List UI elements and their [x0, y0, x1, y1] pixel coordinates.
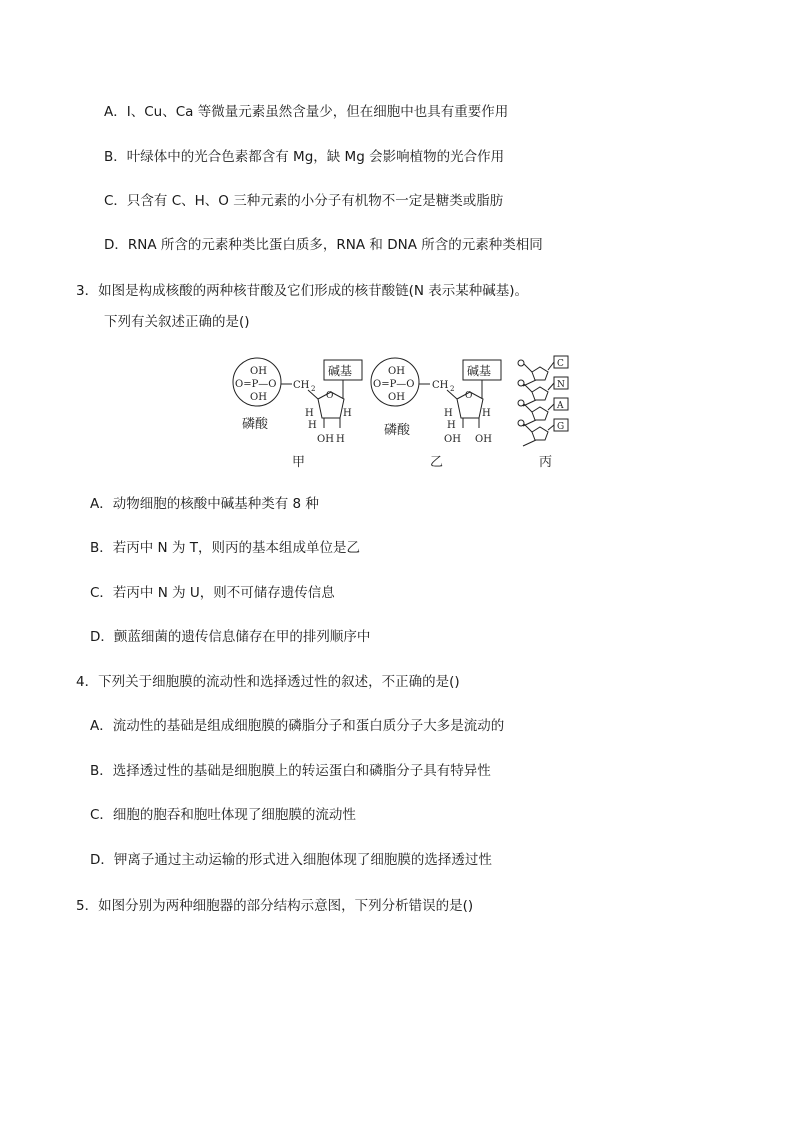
q4-option-a: A．流动性的基础是组成细胞膜的磷脂分子和蛋白质分子大多是流动的 [90, 718, 505, 734]
phosphate-label-jia: 磷酸 [242, 417, 269, 432]
chain-base-c: C [557, 359, 564, 369]
svg-text:H: H [444, 408, 453, 419]
svg-text:CH: CH [293, 380, 310, 391]
q2-option-b: B．叶绿体中的光合色素都含有 Mg，缺 Mg 会影响植物的光合作用 [104, 149, 505, 165]
base-label-yi: 碱基 [467, 364, 492, 378]
q4-option-d: D．钾离子通过主动运输的形式进入细胞体现了细胞膜的选择透过性 [90, 852, 492, 868]
phosphate-label-yi: 磷酸 [384, 423, 411, 438]
svg-text:OH: OH [250, 392, 267, 403]
q3-option-c: C．若丙中 N 为 U，则不可储存遗传信息 [90, 585, 335, 601]
q4-option-b: B．选择透过性的基础是细胞膜上的转运蛋白和磷脂分子具有特异性 [90, 763, 491, 779]
svg-text:2: 2 [450, 385, 455, 393]
q3-option-d: D．颤蓝细菌的遗传信息储存在甲的排列顺序中 [90, 629, 371, 645]
chain-base-g: G [557, 422, 565, 432]
svg-text:2: 2 [311, 385, 316, 393]
q5-stem: 5．如图分别为两种细胞器的部分结构示意图，下列分析错误的是() [76, 898, 474, 914]
q4-option-c: C．细胞的胞吞和胞吐体现了细胞膜的流动性 [90, 807, 356, 823]
q2-option-a: A．I、Cu、Ca 等微量元素虽然含量少，但在细胞中也具有重要作用 [104, 104, 509, 120]
q4-stem: 4．下列关于细胞膜的流动性和选择透过性的叙述，不正确的是() [76, 674, 460, 690]
svg-text:O=P—O: O=P—O [373, 379, 415, 390]
svg-text:H: H [308, 420, 317, 431]
svg-text:H: H [336, 434, 345, 445]
svg-text:H: H [482, 408, 491, 419]
svg-text:O: O [465, 391, 473, 401]
svg-text:H: H [447, 420, 456, 431]
q2-option-c: C．只含有 C、H、O 三种元素的小分子有机物不一定是糖类或脂肪 [104, 193, 504, 209]
svg-text:OH: OH [317, 434, 334, 445]
svg-text:OH: OH [388, 366, 405, 377]
svg-text:O=P—O: O=P—O [235, 379, 277, 390]
q3-stem: 3．如图是构成核酸的两种核苷酸及它们形成的核苷酸链(N 表示某种碱基)。 [76, 283, 529, 299]
q2-option-d: D．RNA 所含的元素种类比蛋白质多，RNA 和 DNA 所含的元素种类相同 [104, 237, 543, 253]
label-yi: 乙 [430, 455, 444, 470]
svg-text:O: O [326, 391, 334, 401]
svg-text:CH: CH [432, 380, 449, 391]
q3-option-b: B．若丙中 N 为 T，则丙的基本组成单位是乙 [90, 540, 360, 556]
q3-stem-continued: 下列有关叙述正确的是() [104, 314, 250, 330]
svg-text:OH: OH [250, 366, 267, 377]
label-bing: 丙 [539, 455, 553, 470]
chain-base-n: N [557, 380, 565, 390]
svg-text:H: H [305, 408, 314, 419]
svg-text:OH: OH [475, 434, 492, 445]
nucleotide-figure [220, 352, 580, 472]
svg-text:H: H [343, 408, 352, 419]
svg-text:OH: OH [388, 392, 405, 403]
q3-option-a: A．动物细胞的核酸中碱基种类有 8 种 [90, 496, 319, 512]
svg-text:OH: OH [444, 434, 461, 445]
chain-base-a: A [557, 401, 564, 411]
label-jia: 甲 [292, 455, 306, 470]
base-label-jia: 碱基 [328, 364, 353, 378]
